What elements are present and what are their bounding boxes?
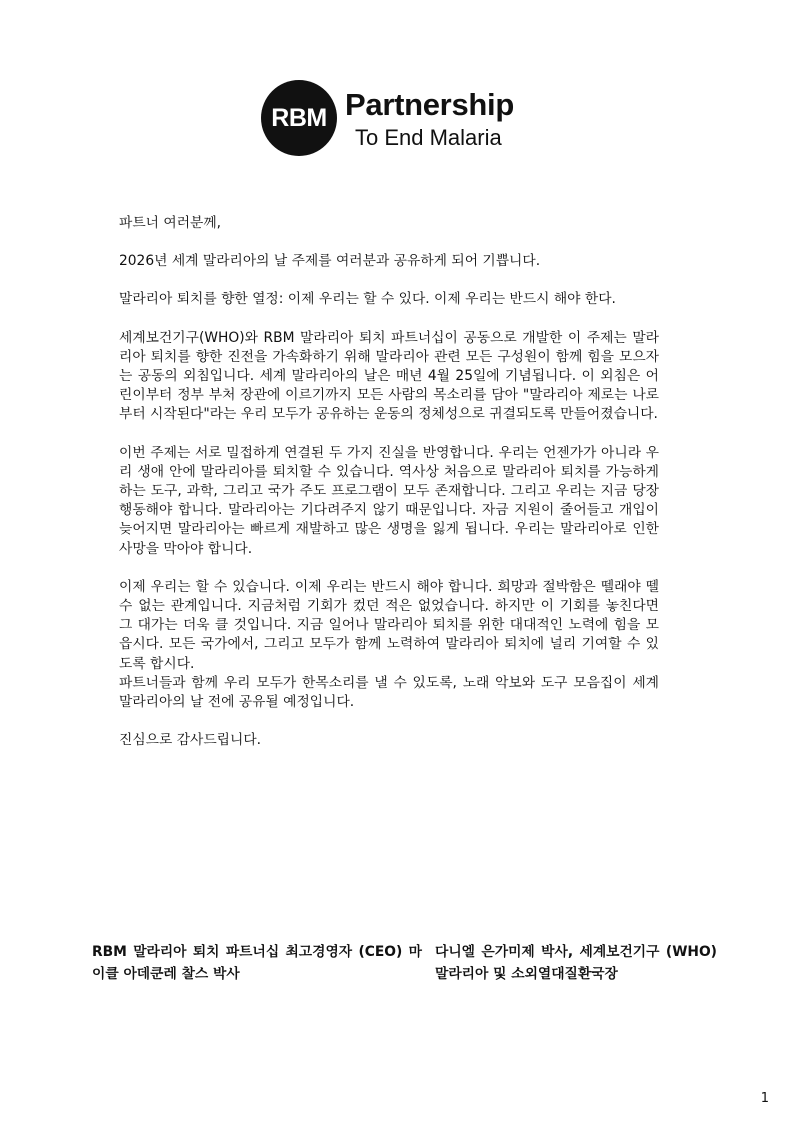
logo-tagline: To End Malaria — [355, 125, 502, 150]
paragraph-who-rbm: 세계보건기구(WHO)와 RBM 말라리아 퇴치 파트너십이 공동으로 개발한 이 주제는 말라리아 퇴치를 향한 진전을 가속화하기 위해 말라리아 관련 모든 구성원이 함께 힘을 모으자는 공동의 외침입니다. 세계 말라리아의 날은 매년 4월 25일에 기념됩니다. 이 외침은 어린이부터 정부 부처 장관에 이르기까지 모든 사람의 목소리를 담아 "말라리아 제로는 나로부터 시작된다"라는 우리 모두가 공유하는 운동의 정체성으로 귀결되도록 만들어졌습니다. — [119, 329, 659, 423]
letter-body — [119, 214, 659, 769]
salutation: 파트너 여러분께, — [119, 215, 222, 231]
logo-name: Partnership — [345, 87, 514, 122]
paragraph-call-to-action: 이제 우리는 할 수 있습니다. 이제 우리는 반드시 해야 합니다. 희망과 절박함은 뗄래야 뗄 수 없는 관계입니다. 지금처럼 기회가 컸던 적은 없었습니다. 하지만 이 기회를 놓친다면 그 대가는 더욱 클 것입니다. 지금 일어나 말라리아 퇴치를 위한 대대적인 노력에 힘을 모읍시다. 모든 국가에서, 그리고 모두가 함께 노력하여 말라리아 퇴치에 널리 기여할 수 있도록 합시다. — [119, 578, 659, 672]
signatory-who-director: 다니엘 은가미제 박사, 세계보건기구 (WHO) 말라리아 및 소외열대질환국장 — [435, 944, 717, 982]
intro-paragraph: 2026년 세계 말라리아의 날 주제를 여러분과 공유하게 되어 기쁩니다. — [119, 253, 541, 270]
paragraph-two-truths: 이번 주제는 서로 밀접하게 연결된 두 가지 진실을 반영합니다. 우리는 언젠가가 아니라 우리 생애 안에 말라리아를 퇴치할 수 있습니다. 역사상 처음으로 말라리아 퇴치를 가능하게 하는 도구, 과학, 그리고 국가 주도 프로그램이 모두 존재합니다. 그리고 우리는 지금 당장 행동해야 합니다. 말라리아는 기다려주지 않기 때문입니다. 자금 지원이 줄어들고 개입이 늦어지면 말라리아는 빠르게 재발하고 많은 생명을 잃게 됩니다. 우리는 말라리아로 인한 사망을 막아야 합니다. — [119, 444, 659, 557]
theme-paragraph: 말라리아 퇴치를 향한 열정: 이제 우리는 할 수 있다. 이제 우리는 반드시 해야 한다. — [119, 291, 616, 308]
rbm-partnership-logo — [261, 80, 551, 156]
signatory-rbm-ceo: RBM 말라리아 퇴치 파트너십 최고경영자 (CEO) 마이클 아데쿤레 찰스 박사 — [92, 944, 422, 982]
page-number: 1 — [760, 1091, 769, 1106]
closing: 진심으로 감사드립니다. — [119, 732, 262, 749]
logo-circle-mark: RBM — [261, 80, 337, 156]
paragraph-toolkit: 파트너들과 함께 우리 모두가 한목소리를 낼 수 있도록, 노래 악보와 도구 모음집이 세계 말라리아의 날 전에 공유될 예정입니다. — [119, 674, 659, 711]
